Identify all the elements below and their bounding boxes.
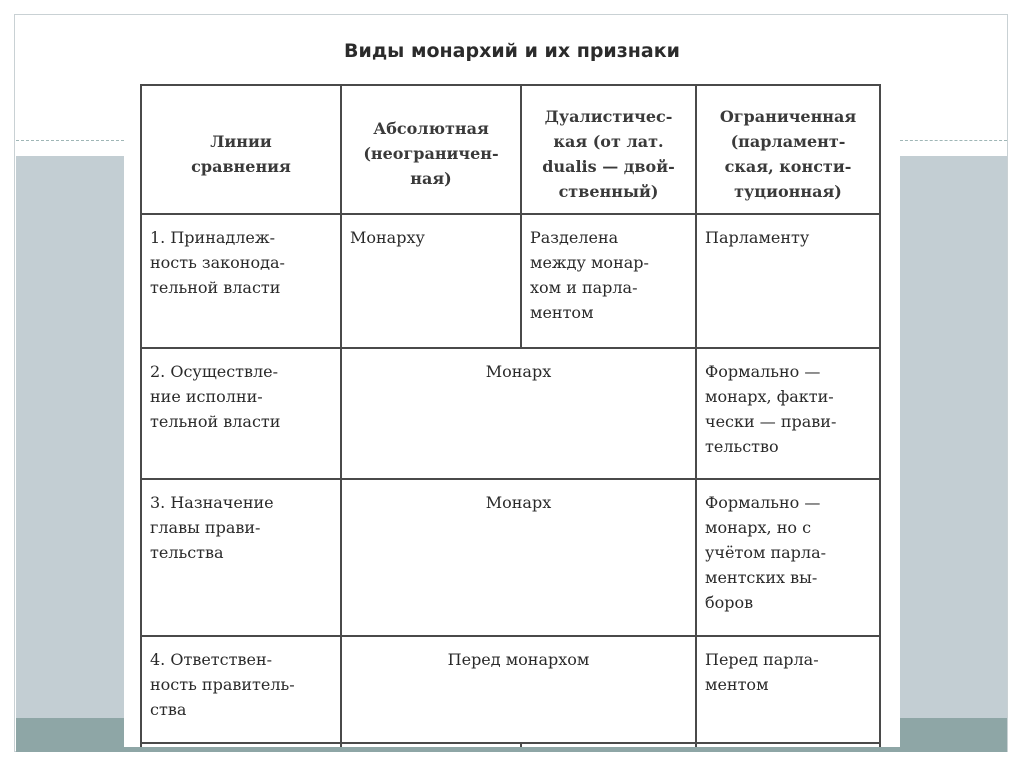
header-absolute: Абсолютная (неограничен- ная) <box>341 85 521 214</box>
row-label: 3. Назначение главы прави- тельства <box>141 479 341 636</box>
empty-cell <box>696 743 880 747</box>
header-comparison-lines: Линии сравнения <box>141 85 341 214</box>
cell-absolute-dualistic: Монарх <box>341 348 696 479</box>
row-label: 2. Осуществле- ние исполни- тельной власти <box>141 348 341 479</box>
document-title: Виды монархий и их признаки <box>344 40 680 62</box>
monarchy-comparison-table <box>140 84 881 747</box>
cell-limited: Формально — монарх, факти- чески — прави- тельство <box>696 348 880 479</box>
table-header-row <box>141 85 880 214</box>
decor-dashed-line-left <box>16 140 124 141</box>
empty-cell <box>141 743 341 747</box>
table-row <box>141 348 880 479</box>
cell-limited: Формально — монарх, но с учётом парла- ментских вы- боров <box>696 479 880 636</box>
table-row <box>141 214 880 348</box>
decor-band-left <box>16 156 124 720</box>
cell-limited: Перед парла- ментом <box>696 636 880 743</box>
document-page <box>124 20 900 747</box>
cell-absolute-dualistic: Перед монархом <box>341 636 696 743</box>
cell-absolute-dualistic: Монарх <box>341 479 696 636</box>
header-dualistic: Дуалистичес- кая (от лат. dualis — двой- ственный) <box>521 85 696 214</box>
table-row <box>141 479 880 636</box>
cell-absolute: Монарху <box>341 214 521 348</box>
decor-dashed-line-right <box>900 140 1007 141</box>
empty-cell <box>521 743 696 747</box>
cell-dualistic: Разделена между монар- хом и парла- ментом <box>521 214 696 348</box>
table-row-partial <box>141 743 880 747</box>
cell-limited: Парламенту <box>696 214 880 348</box>
empty-cell <box>341 743 521 747</box>
table-row <box>141 636 880 743</box>
decor-band-right <box>900 156 1007 720</box>
row-label: 1. Принадлеж- ность законода- тельной власти <box>141 214 341 348</box>
header-limited: Ограниченная (парламент- ская, консти- туционная) <box>696 85 880 214</box>
row-label: 4. Ответствен- ность правитель- ства <box>141 636 341 743</box>
